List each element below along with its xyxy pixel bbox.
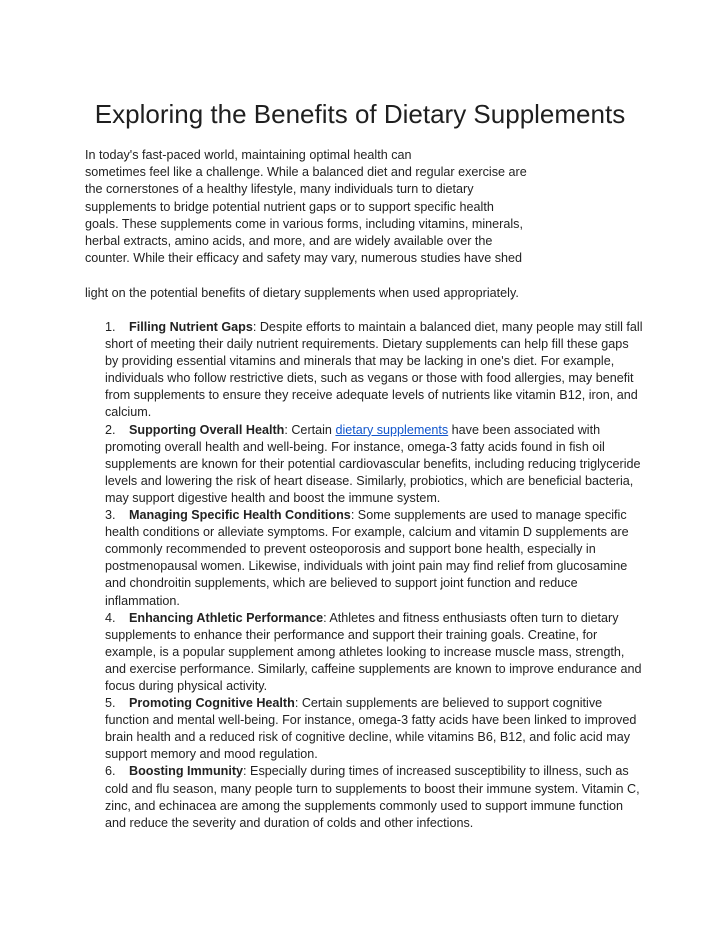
item-number: 3. [105, 508, 116, 523]
item-number: 4. [105, 610, 116, 625]
item-text: : Certain [284, 422, 336, 437]
intro-line: sometimes feel like a challenge. While a balanced diet and regular exercise are [85, 165, 527, 180]
item-text: : Especially during times of increased susceptibility to illness, such as cold and flu season, many people turn to supplements to boost their immune system. Vitamin C, zinc, and echinacea are among the supplements commonly used to support immune function and reduce the severity and duration of colds and other infections. [105, 764, 640, 830]
intro-line: herbal extracts, amino acids, and more, and are widely available over the [85, 234, 493, 249]
item-number: 2. [105, 422, 116, 437]
intro-paragraph [85, 147, 645, 267]
page-title: Exploring the Benefits of Dietary Supplements [94, 99, 626, 129]
item-text: : Some supplements are used to manage specific health conditions or alleviate symptoms. For example, calcium and vitamin D supplements are commonly recommended to prevent osteoporosis and support bone health, especially in postmenopausal women. Likewise, individuals with joint pain may find relief from glucosamine and chondroitin supplements, which are believed to support joint function and reduce inflammation. [105, 508, 629, 608]
list-item [105, 319, 645, 422]
item-number: 6. [105, 764, 116, 779]
item-heading: Boosting Immunity [129, 764, 244, 779]
item-text: have been associated with promoting overall health and well-being. For instance, omega-3 fatty acids found in fish oil supplements are known for their potential cardiovascular benefits, including reducing triglyceride levels and lowering the risk of heart disease. Similarly, probiotics, which are beneficial bacteria, may support digestive health and boost the immune system. [105, 422, 641, 505]
item-text: : Certain supplements are believed to support cognitive function and mental well-being. For instance, omega-3 fatty acids have been linked to improved brain health and a reduced risk of cognitive decline, while vitamins B6, B12, and folic acid may support memory and mood regulation. [105, 696, 637, 762]
item-heading: Promoting Cognitive Health [129, 696, 295, 711]
list-item [105, 763, 645, 831]
list-item [105, 695, 645, 763]
item-text: : Despite efforts to maintain a balanced diet, many people may still fall short of meeting their daily nutrient requirements. Dietary supplements can help fill these gaps by providing essential vitamins and minerals that may be lacking in one's diet. For example, individuals who follow restrictive diets, such as vegans or those with food allergies, may benefit from supplements to ensure they receive adequate levels of nutrients like vitamin B12, iron, and calcium. [105, 320, 643, 420]
list-item [105, 610, 645, 695]
item-heading: Managing Specific Health Conditions [129, 508, 351, 523]
item-number: 5. [105, 696, 116, 711]
benefits-list [105, 319, 645, 832]
intro-line: goals. These supplements come in various forms, including vitamins, minerals, [85, 216, 523, 231]
item-heading: Supporting Overall Health [129, 422, 285, 437]
item-text: : Athletes and fitness enthusiasts often turn to dietary supplements to enhance their performance and support their training goals. Creatine, for example, is a popular supplement among athletes looking to increase muscle mass, strength, and exercise performance. Similarly, caffeine supplements are known to improve endurance and focus during physical activity. [105, 610, 642, 693]
list-item [105, 422, 645, 507]
intro-line: In today's fast-paced world, maintaining optimal health can [85, 148, 412, 162]
intro-line: the cornerstones of a healthy lifestyle, many individuals turn to dietary [85, 182, 474, 197]
intro-line: counter. While their efficacy and safety may vary, numerous studies have shed [85, 251, 523, 266]
item-heading: Enhancing Athletic Performance [129, 610, 324, 625]
dietary-supplements-link[interactable]: dietary supplements [335, 422, 449, 437]
item-heading: Filling Nutrient Gaps [129, 320, 253, 334]
intro-line: supplements to bridge potential nutrient gaps or to support specific health [85, 199, 494, 214]
item-number: 1. [105, 320, 116, 334]
intro-closing-line: light on the potential benefits of dietary supplements when used appropriately. [85, 286, 519, 300]
list-item [105, 507, 645, 610]
